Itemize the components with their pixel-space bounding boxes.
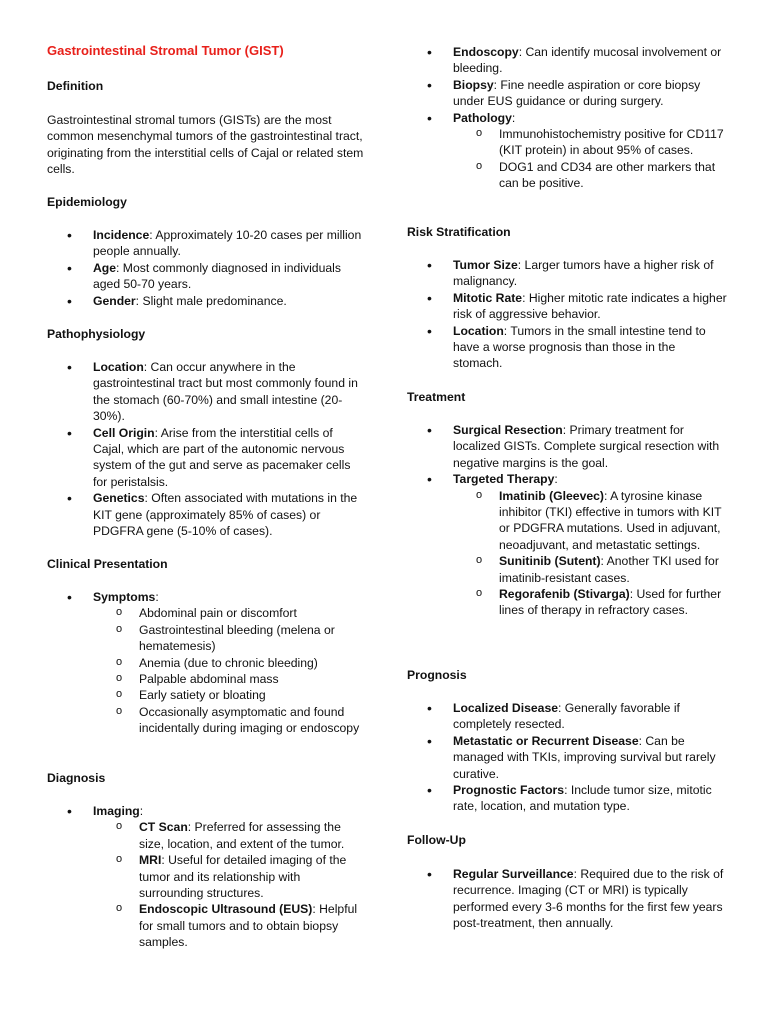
list-item [407, 257, 727, 290]
item-term: Surgical Resection [453, 423, 563, 437]
item-text: : Approximately 10-20 cases per million people annually. [93, 228, 362, 259]
sublist-item [93, 852, 367, 901]
pathology-sublist [453, 126, 727, 192]
sublist-item [453, 553, 727, 586]
item-text: : Higher mitotic rate indicates a higher risk of aggressive behavior. [453, 290, 727, 322]
list-item [407, 733, 727, 782]
list-item [47, 589, 367, 737]
item-text: : Fine needle aspiration or core biopsy under EUS guidance or during surgery. [453, 77, 701, 109]
item-term: Endoscopy [453, 45, 519, 59]
symptoms-sublist [93, 605, 367, 736]
pathophysiology-heading: Pathophysiology [47, 327, 146, 341]
list-item [47, 803, 367, 951]
item-term: Location [453, 323, 504, 338]
sublist-item: o Abdominal pain or discomfort [93, 605, 367, 621]
item-text: : Slight male predominance. [135, 293, 287, 308]
item-term: Cell Origin [93, 425, 155, 440]
item-term: Genetics [93, 491, 145, 506]
sublist-item: o Palpable abdominal mass [93, 671, 367, 687]
item-text: : Can be managed with TKIs, improving survival but rarely curative. [453, 733, 716, 781]
item-term: Tumor Size [453, 258, 518, 272]
epidemiology-list [47, 227, 367, 309]
item-text: : Include tumor size, mitotic rate, location, and mutation type. [453, 783, 712, 814]
list-item [47, 227, 367, 260]
item-text: : Most commonly diagnosed in individuals aged 50-70 years. [93, 260, 341, 292]
item-text: : [139, 804, 144, 818]
list-item [407, 110, 727, 192]
item-term: Regorafenib (Stivarga) [499, 587, 630, 602]
list-item [407, 77, 727, 110]
item-term: Imaging [93, 804, 140, 818]
list-item [407, 866, 727, 932]
imaging-sublist [93, 819, 367, 950]
pathophysiology-list [47, 359, 367, 539]
item-term: Gender [93, 293, 136, 308]
document-title: Gastrointestinal Stromal Tumor (GIST) [47, 43, 284, 58]
item-term: Imatinib (Gleevec) [499, 488, 604, 503]
item-text: : Tumors in the small intestine tend to have a worse prognosis than those in the stomach. [453, 323, 706, 371]
sublist-item: o Anemia (due to chronic bleeding) [93, 655, 367, 671]
sublist-item [93, 901, 367, 950]
sublist-item [453, 488, 727, 554]
item-term: Metastatic or Recurrent Disease [453, 733, 639, 748]
definition-text: Gastrointestinal stromal tumors (GISTs) are the most common mesenchymal tumors of the gastrointestinal tract, originating from the interstitial cells of Cajal or related stem cells. [47, 113, 364, 177]
item-text: : Helpful for small tumors and to obtain biopsy samples. [139, 902, 358, 950]
list-item [47, 293, 367, 309]
item-term: Location [93, 360, 144, 374]
item-text: : Used for further lines of therapy in refractory cases. [499, 587, 722, 618]
item-text: : Required due to the risk of recurrence. Imaging (CT or MRI) is typically performed every 3-6 months for the first few years post-treatment, then annually. [453, 867, 724, 931]
item-term: Mitotic Rate [453, 290, 523, 305]
list-item [407, 471, 727, 619]
item-term: CT Scan [139, 820, 188, 835]
item-text: : Can occur anywhere in the gastrointestinal tract but most commonly found in the stomach (60-70%) and small intestine (20-30%). [93, 360, 358, 424]
item-text: : Useful for detailed imaging of the tumor and its relationship with surrounding structures. [139, 853, 347, 901]
item-term: Biopsy [453, 77, 494, 92]
risk-stratification-heading: Risk Stratification [407, 225, 511, 239]
follow-up-heading: Follow-Up [407, 833, 466, 847]
list-item [47, 490, 367, 539]
list-item [47, 425, 367, 491]
item-term: Targeted Therapy [453, 472, 555, 487]
diagnosis-list [47, 803, 367, 951]
sublist-item: o Immunohistochemistry positive for CD117 (KIT protein) in about 95% of cases. [453, 126, 727, 159]
item-text: : Arise from the interstitial cells of Cajal, which are part of the autonomic nervous system of the gut and serve as pacemaker cells for peristalsis. [93, 425, 351, 489]
item-text: : [554, 472, 558, 487]
item-text: : Larger tumors have a higher risk of malignancy. [453, 258, 714, 289]
treatment-list [407, 422, 727, 619]
list-item [407, 323, 727, 372]
targeted-therapy-sublist [453, 488, 727, 619]
sublist-item [93, 819, 367, 852]
item-text: : [511, 110, 516, 125]
list-item [407, 422, 727, 471]
item-text: : [155, 590, 159, 604]
item-term: Incidence [93, 228, 150, 242]
list-item [407, 44, 727, 77]
item-text: : Another TKI used for imatinib-resistant cases. [499, 554, 719, 585]
item-text: : Can identify mucosal involvement or bleeding. [453, 45, 722, 76]
item-term: Age [93, 260, 117, 275]
epidemiology-heading: Epidemiology [47, 195, 127, 209]
item-term: Symptoms [93, 590, 156, 604]
diagnosis-list-continued [407, 44, 727, 192]
sublist-item: o DOG1 and CD34 are other markers that can be positive. [453, 159, 727, 192]
diagnosis-heading: Diagnosis [47, 771, 106, 785]
item-term: Pathology [453, 110, 512, 125]
clinical-presentation-heading: Clinical Presentation [47, 557, 168, 571]
follow-up-list [407, 866, 727, 932]
list-item [407, 700, 727, 733]
sublist-item [453, 586, 727, 619]
treatment-heading: Treatment [407, 390, 466, 404]
item-text: : A tyrosine kinase inhibitor (TKI) effective in tumors with KIT or PDGFRA mutations. Used in adjuvant, neoadjuvant, and metastatic settings. [499, 488, 722, 552]
item-text: : Generally favorable if completely resected. [453, 701, 680, 732]
item-term: Endoscopic Ultrasound (EUS) [139, 902, 313, 917]
item-term: Localized Disease [453, 701, 558, 715]
sublist-item: o Early satiety or bloating [93, 687, 367, 703]
item-term: Prognostic Factors [453, 783, 565, 798]
list-item [407, 782, 727, 815]
item-text: : Preferred for assessing the size, location, and extent of the tumor. [139, 820, 345, 851]
list-item [47, 260, 367, 293]
item-text: : Primary treatment for localized GISTs. Complete surgical resection with negative margins is the goal. [453, 423, 720, 470]
definition-heading: Definition [47, 79, 104, 93]
list-item [407, 290, 727, 323]
list-item [47, 359, 367, 425]
sublist-item: o Gastrointestinal bleeding (melena or hematemesis) [93, 622, 367, 655]
item-term: Sunitinib (Sutent) [499, 554, 601, 569]
item-text: : Often associated with mutations in the KIT gene (approximately 85% of cases) or PDGFRA gene (5-10% of cases). [93, 491, 358, 539]
sublist-item: o Occasionally asymptomatic and found incidentally during imaging or endoscopy [93, 704, 367, 737]
prognosis-heading: Prognosis [407, 668, 467, 682]
item-term: MRI [139, 853, 162, 868]
risk-list [407, 257, 727, 372]
prognosis-list [407, 700, 727, 815]
clinical-list [47, 589, 367, 737]
item-term: Regular Surveillance [453, 867, 574, 881]
